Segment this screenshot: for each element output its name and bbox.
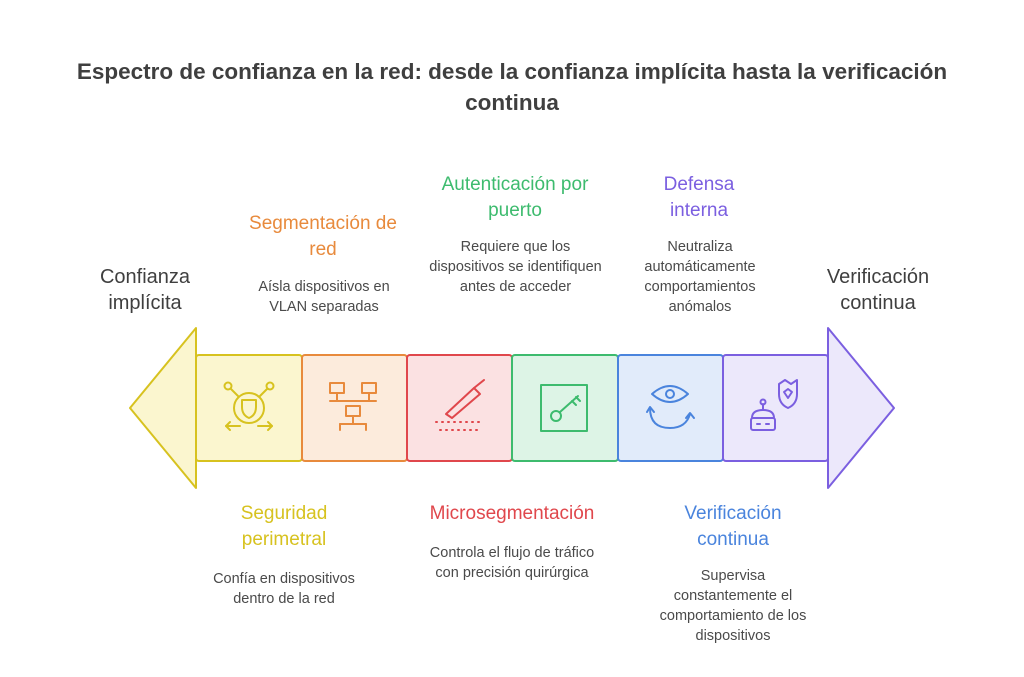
step-label-seguridad-perimetral: Seguridad perimetral (240, 503, 328, 550)
step-label-microsegmentacion: Microsegmentación (429, 503, 595, 524)
step-desc-verificacion-continua: Supervisa constantemente el comportamiento de los dispositivos (659, 568, 807, 644)
step-desc-seguridad-perimetral: Confía en dispositivos dentro de la red (213, 571, 355, 607)
left-arrowhead (130, 328, 196, 488)
step-desc-defensa-interna: Neutraliza automáticamente comportamientos anómalos (644, 239, 756, 315)
segment-1 (196, 355, 302, 461)
diagram-title: Espectro de confianza en la red: desde la confianza implícita hasta la verificación continua (76, 59, 948, 115)
step-desc-microsegmentacion: Controla el flujo de tráfico con precisión quirúrgica (429, 545, 595, 581)
segment-3 (407, 355, 512, 461)
step-desc-autenticacion-por-puerto: Requiere que los dispositivos se identifiquen antes de acceder (429, 239, 602, 295)
step-desc-segmentacion-de-red: Aísla dispositivos en VLAN separadas (258, 279, 390, 315)
segment-6 (723, 355, 828, 461)
step-label-autenticacion-por-puerto: Autenticación por puerto (441, 174, 589, 221)
step-label-segmentacion-de-red: Segmentación de red (249, 213, 397, 260)
segment-5 (618, 355, 723, 461)
right-end-label: Verificación continua (826, 266, 930, 314)
left-end-label: Confianza implícita (99, 266, 191, 314)
right-arrowhead (828, 328, 894, 488)
step-label-verificacion-continua: Verificación continua (684, 503, 782, 550)
segment-2 (302, 355, 407, 461)
step-label-defensa-interna: Defensa interna (663, 174, 735, 221)
